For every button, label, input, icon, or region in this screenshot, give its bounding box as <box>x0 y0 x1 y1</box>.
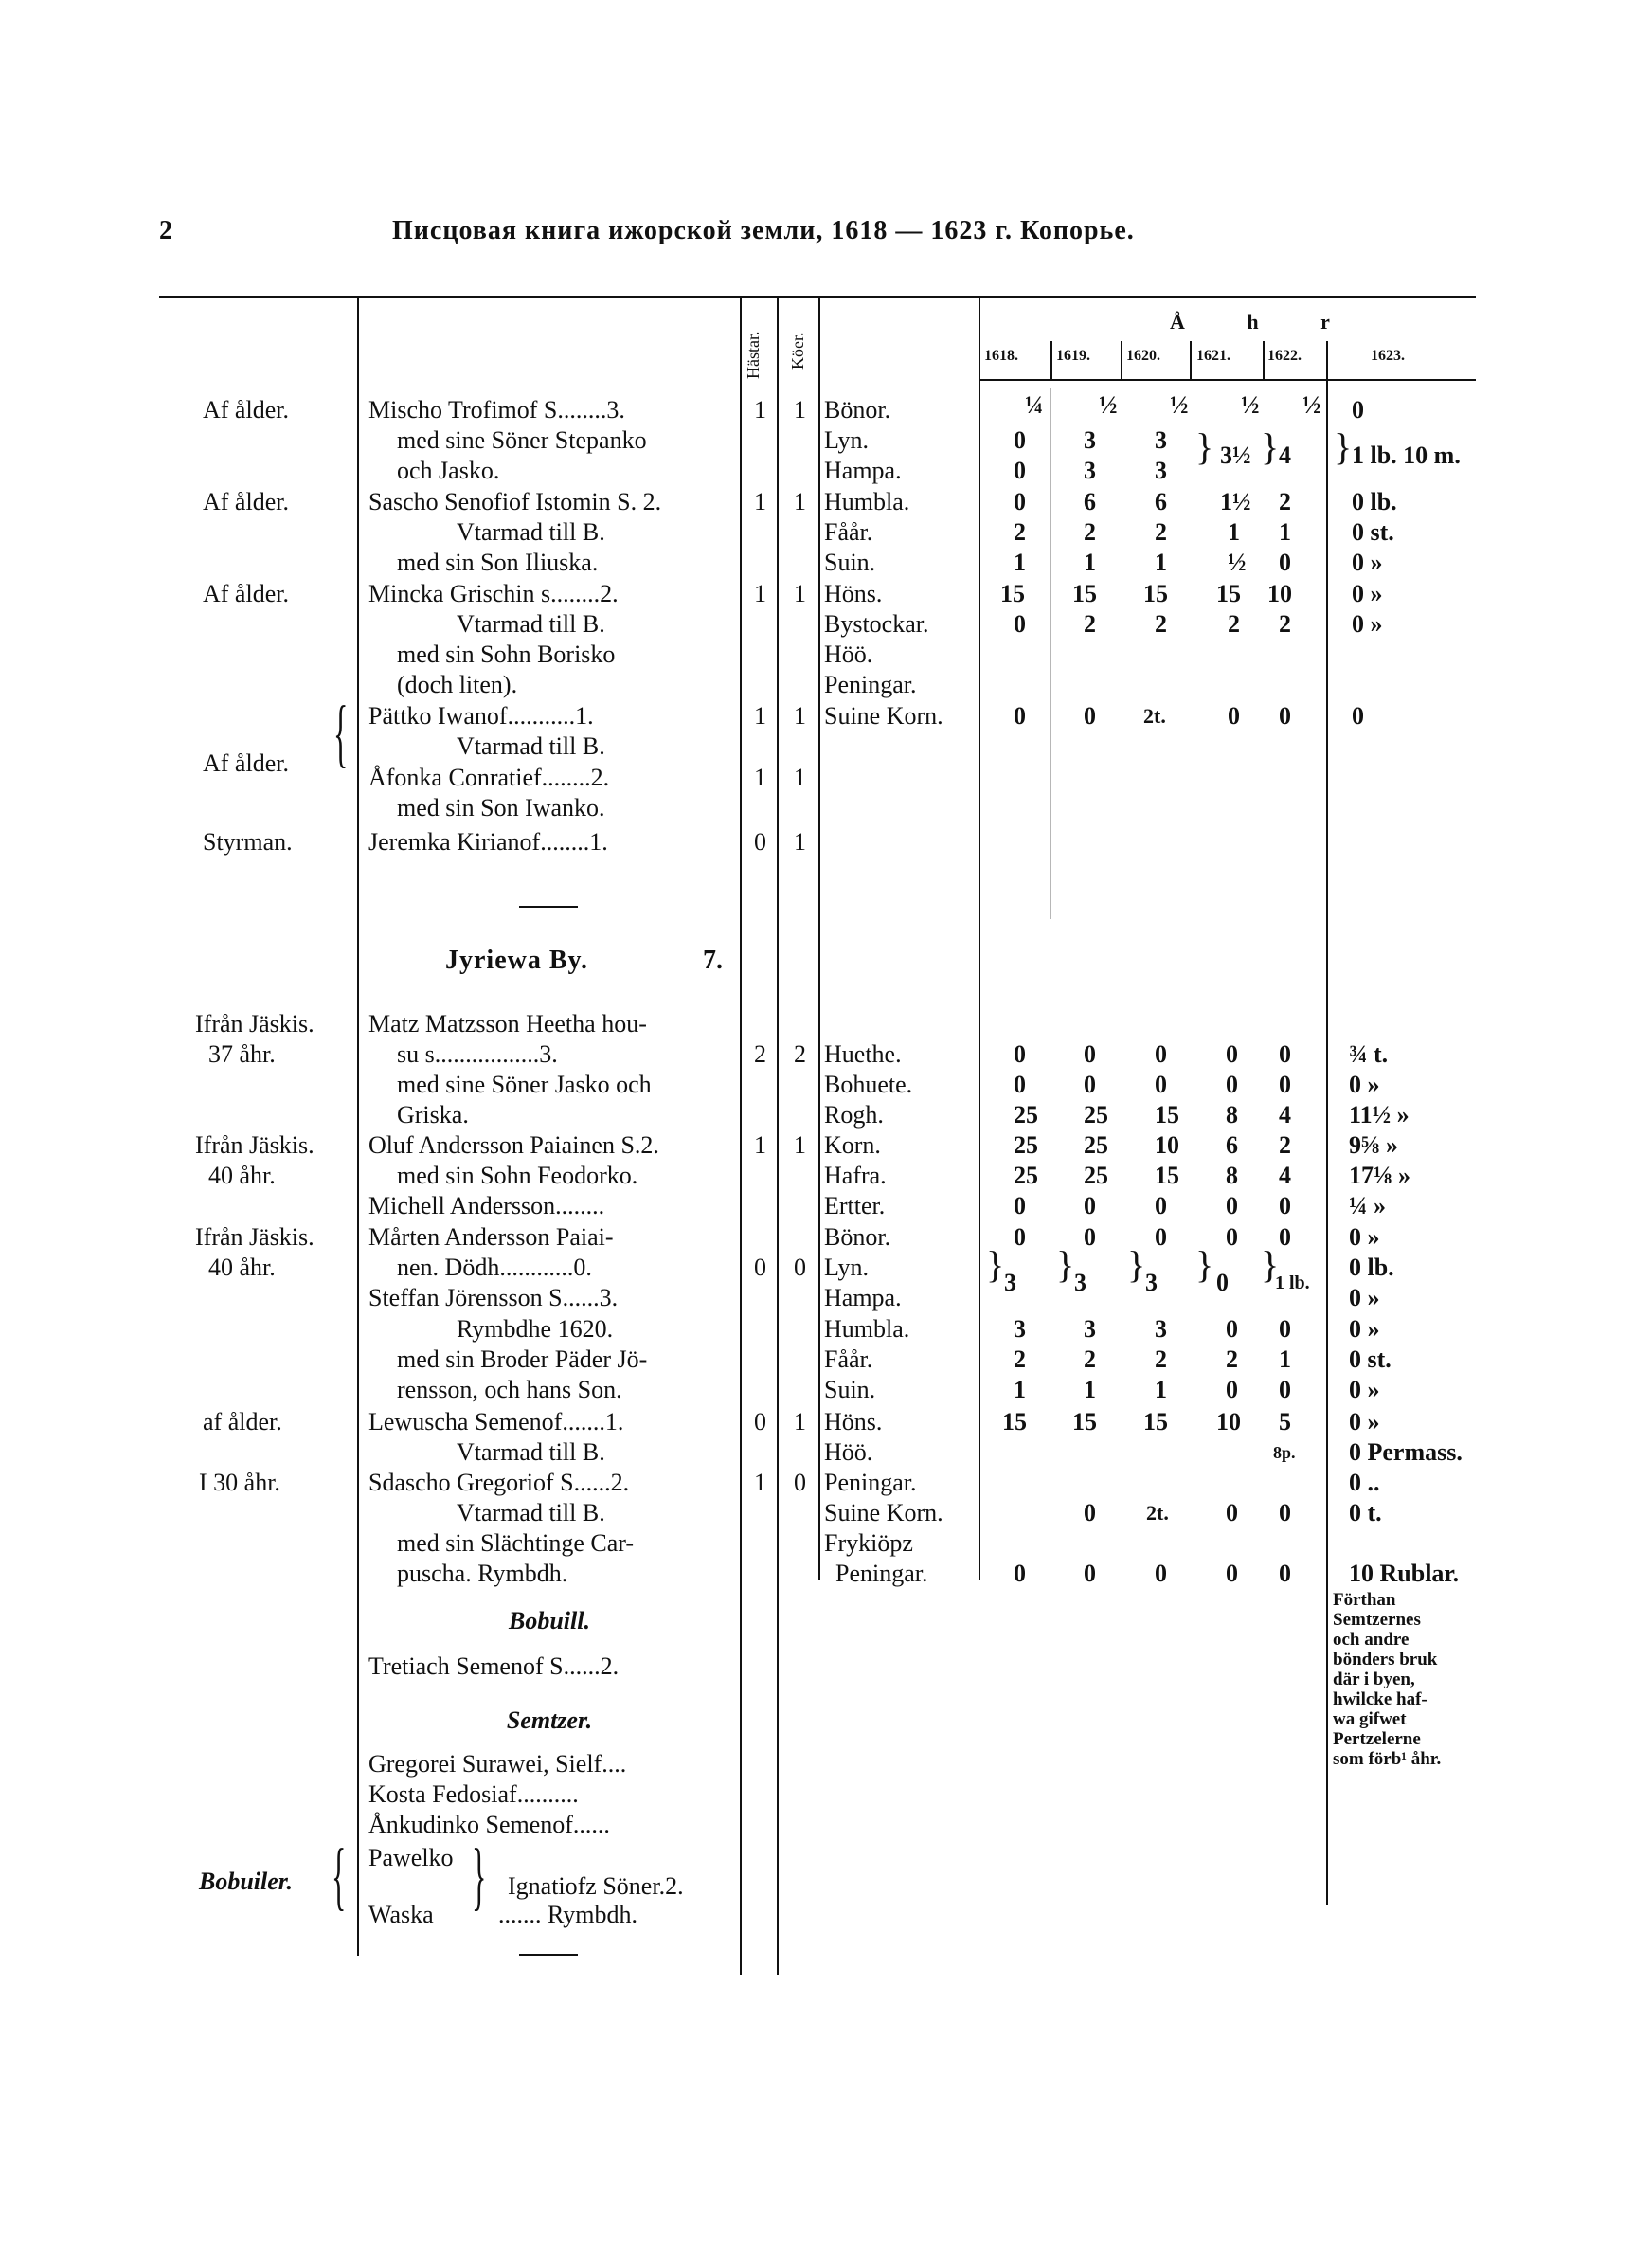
item-label: Ertter. <box>824 1192 886 1219</box>
status: af ålder. <box>203 1408 282 1435</box>
value-1622: ½ <box>1302 391 1321 419</box>
value-1618: 0 <box>1014 1071 1026 1098</box>
hastar-value: 1 <box>754 488 766 515</box>
item-label: Fåår. <box>824 518 873 546</box>
value-1618: 25 <box>1014 1162 1038 1189</box>
value-1623: 0 » <box>1349 1315 1380 1343</box>
value-1622: 0 <box>1279 549 1291 576</box>
value-1621: 0 <box>1226 1560 1238 1587</box>
value-1623: ¼ » <box>1349 1192 1386 1219</box>
person-name: Oluf Andersson Paiainen S.2. <box>368 1131 659 1159</box>
person-name: Gregorei Surawei, Sielf.... <box>368 1750 627 1778</box>
status: 37 åhr. <box>208 1040 276 1068</box>
status: Af ålder. <box>203 749 289 777</box>
value-1622: 0 <box>1279 1499 1291 1526</box>
item-label: Suin. <box>824 1376 876 1403</box>
hastar-value: 0 <box>754 828 766 856</box>
value-1619: 3 <box>1084 1315 1096 1343</box>
value-1622: 0 <box>1279 1040 1291 1068</box>
koer-value: 1 <box>794 764 806 791</box>
brace: } <box>986 1243 1005 1286</box>
value-1618: 2 <box>1014 1345 1026 1373</box>
value-1623: 10 Rublar. <box>1349 1560 1460 1587</box>
value-1618: 15 <box>1002 1408 1027 1435</box>
item-label: Huethe. <box>824 1040 902 1068</box>
brace: } <box>1334 425 1353 468</box>
person-detail: nen. Dödh............0. <box>397 1254 592 1281</box>
value-1621: 10 <box>1216 1408 1241 1435</box>
hastar-header: Hästar. <box>744 331 763 379</box>
vline-1619 <box>1050 341 1052 379</box>
value-1623: 0 » <box>1352 580 1383 607</box>
value-1619: 15 <box>1072 1408 1097 1435</box>
note-line: bönders bruk <box>1333 1650 1438 1670</box>
person-name: Matz Matzsson Heetha hou- <box>368 1010 647 1038</box>
value-1620: 15 <box>1155 1162 1179 1189</box>
value-1622: 0 <box>1279 702 1291 730</box>
hastar-value: 0 <box>754 1254 766 1281</box>
value-1618: 2 <box>1014 518 1026 546</box>
item-label: Peningar. <box>824 1469 917 1496</box>
hastar-value: 2 <box>754 1040 766 1068</box>
koer-header: Köer. <box>788 332 807 370</box>
value-1619: 2 <box>1084 1345 1096 1373</box>
koer-value: 1 <box>794 1408 806 1435</box>
value-1619: 25 <box>1084 1101 1108 1128</box>
note-line: Semtzernes <box>1333 1610 1421 1630</box>
value-1622: 0 <box>1279 1071 1291 1098</box>
person-detail: med sin Son Iwanko. <box>397 794 605 822</box>
value-1619: 15 <box>1072 580 1097 607</box>
value-1623: 0 lb. <box>1349 1254 1394 1281</box>
value-1619: 0 <box>1084 702 1096 730</box>
value-1623: 0 Permass. <box>1349 1438 1463 1466</box>
value-1621: 15 <box>1216 580 1241 607</box>
value-1620: 3 <box>1155 426 1167 454</box>
value-1619: 0 <box>1084 1560 1096 1587</box>
value-1619: 1 <box>1084 1376 1096 1403</box>
value-1621: 2 <box>1226 1345 1238 1373</box>
person-detail: med sine Söner Stepanko <box>397 426 647 454</box>
item-label: Suine Korn. <box>824 1499 943 1526</box>
value-1619: ½ <box>1099 391 1118 419</box>
value-1618: 15 <box>1000 580 1025 607</box>
vline-1619-lower <box>1050 388 1051 919</box>
value-1622: 1 lb. <box>1275 1273 1310 1293</box>
status: Ifrån Jäskis. <box>195 1010 314 1038</box>
vline-1622 <box>1263 341 1265 379</box>
bracket: { <box>332 1834 347 1918</box>
years-underline <box>979 379 1476 381</box>
value-1619: 3 <box>1084 457 1096 484</box>
note-line: Pertzelerne <box>1333 1729 1421 1749</box>
value-1622: 0 <box>1279 1376 1291 1403</box>
value-1621: 3½ <box>1220 442 1251 469</box>
semtzer-heading: Semtzer. <box>506 1706 593 1734</box>
value-1618: 25 <box>1014 1101 1038 1128</box>
bracket: } <box>472 1834 487 1918</box>
hastar-value: 1 <box>754 396 766 424</box>
koer-value: 2 <box>794 1040 806 1068</box>
value-1618: 1 <box>1014 1376 1026 1403</box>
value-1620: 15 <box>1143 580 1168 607</box>
hastar-value: 1 <box>754 702 766 730</box>
value-1621: 0 <box>1226 1071 1238 1098</box>
person-name: Pättko Iwanof...........1. <box>368 702 594 730</box>
koer-value: 1 <box>794 488 806 515</box>
value-1622: 1 <box>1279 518 1291 546</box>
value-1621: 1½ <box>1220 488 1251 515</box>
note-line: där i byen, <box>1333 1670 1415 1689</box>
brace: } <box>1127 1243 1146 1286</box>
value-1621: 1 <box>1228 518 1240 546</box>
note-block <box>1333 1590 1441 1769</box>
value-1622: 4 <box>1279 1101 1291 1128</box>
person-name: Ånkudinko Semenof...... <box>368 1811 610 1838</box>
koer-value: 1 <box>794 580 806 607</box>
person-name: Jeremka Kirianof........1. <box>368 828 608 856</box>
page-header <box>159 216 1485 254</box>
value-1622: 4 <box>1279 442 1291 469</box>
person-detail: Vtarmad till B. <box>457 518 605 546</box>
person-name: Mincka Grischin s........2. <box>368 580 619 607</box>
person-detail: och Jasko. <box>397 457 500 484</box>
value-1622: 2 <box>1279 488 1291 515</box>
value-1620: 6 <box>1155 488 1167 515</box>
status: Af ålder. <box>203 488 289 515</box>
value-1620: 2 <box>1155 1345 1167 1373</box>
value-1622: 2 <box>1279 1131 1291 1159</box>
value-1621: 0 <box>1228 702 1240 730</box>
value-1622: 4 <box>1279 1162 1291 1189</box>
koer-value: 0 <box>794 1254 806 1281</box>
value-1620: 3 <box>1145 1269 1158 1296</box>
item-label: Lyn. <box>824 426 869 454</box>
person-detail: puscha. Rymbdh. <box>397 1560 568 1587</box>
status: Bobuiler. <box>199 1868 293 1895</box>
hastar-value: 1 <box>754 1131 766 1159</box>
value-1618: 0 <box>1014 1223 1026 1251</box>
value-1621: 6 <box>1226 1131 1238 1159</box>
person-detail: med sine Söner Jasko och <box>397 1071 652 1098</box>
item-label: Höö. <box>824 641 873 668</box>
item-label: Bönor. <box>824 396 891 424</box>
value-1619: 3 <box>1074 1269 1086 1296</box>
value-1619: 2 <box>1084 610 1096 638</box>
value-1622: 0 <box>1279 1315 1291 1343</box>
value-1619: 0 <box>1084 1223 1096 1251</box>
value-1623: 0 st. <box>1352 518 1394 546</box>
value-1619: 25 <box>1084 1162 1108 1189</box>
person-detail: med sin Sohn Feodorko. <box>397 1162 638 1189</box>
value-1619: 25 <box>1084 1131 1108 1159</box>
hastar-value: 1 <box>754 764 766 791</box>
item-label: Höns. <box>824 1408 883 1435</box>
item-label: Rogh. <box>824 1101 884 1128</box>
value-1623: 17⅛ » <box>1349 1162 1410 1189</box>
value-1621: 0 <box>1226 1376 1238 1403</box>
person-detail: Ignatiofz Söner.2. <box>508 1872 684 1900</box>
value-1618: 1 <box>1014 549 1026 576</box>
year-1621: 1621. <box>1196 348 1230 364</box>
value-1620: 15 <box>1143 1408 1168 1435</box>
value-1620: 2t. <box>1143 704 1166 728</box>
value-1619: 1 <box>1084 549 1096 576</box>
value-1622: 5 <box>1279 1408 1291 1435</box>
section-divider <box>519 906 578 908</box>
value-1620: 1 <box>1155 1376 1167 1403</box>
value-1623: ¾ t. <box>1349 1040 1389 1068</box>
value-1618: 0 <box>1014 1040 1026 1068</box>
person-detail: Rymbdhe 1620. <box>457 1315 614 1343</box>
item-label: Peningar. <box>835 1560 928 1587</box>
item-label: Höns. <box>824 580 883 607</box>
vline-1623 <box>1326 341 1328 1905</box>
value-1623: 1 lb. 10 m. <box>1352 442 1461 469</box>
value-1623: 0 <box>1352 702 1364 730</box>
value-1623: 0 » <box>1352 610 1383 638</box>
item-label: Fåår. <box>824 1345 873 1373</box>
value-1620: 2 <box>1155 518 1167 546</box>
person-detail: ....... Rymbdh. <box>498 1901 638 1928</box>
item-label: Hampa. <box>824 1284 902 1311</box>
value-1621: 0 <box>1226 1315 1238 1343</box>
hastar-value: 0 <box>754 1408 766 1435</box>
value-1620: 0 <box>1155 1560 1167 1587</box>
bracket: { <box>333 692 349 775</box>
value-1622: 10 <box>1267 580 1292 607</box>
hastar-value: 1 <box>754 580 766 607</box>
value-1620: 0 <box>1155 1192 1167 1219</box>
value-1623: 0 » <box>1349 1071 1380 1098</box>
value-1621: 8 <box>1226 1162 1238 1189</box>
value-1620: 1 <box>1155 549 1167 576</box>
value-1621: 8 <box>1226 1101 1238 1128</box>
year-1618: 1618. <box>984 348 1018 364</box>
note-line: wa gifwet <box>1333 1709 1407 1729</box>
note-line: som förb¹ åhr. <box>1333 1749 1442 1769</box>
vline-names <box>357 298 359 1956</box>
value-1620: 3 <box>1155 1315 1167 1343</box>
value-1623: 0 t. <box>1349 1499 1382 1526</box>
person-name: Sdascho Gregoriof S......2. <box>368 1469 630 1496</box>
value-1618: 3 <box>1014 1315 1026 1343</box>
value-1620: 2t. <box>1146 1501 1169 1525</box>
item-label: Suine Korn. <box>824 702 943 730</box>
status: Ifrån Jäskis. <box>195 1131 314 1159</box>
note-line: Förthan <box>1333 1590 1396 1610</box>
person-detail: Vtarmad till B. <box>457 732 605 760</box>
value-1618: 0 <box>1014 1560 1026 1587</box>
koer-value: 1 <box>794 1131 806 1159</box>
year-1619: 1619. <box>1056 348 1090 364</box>
value-1618: ¼ <box>1025 391 1044 419</box>
year-1623: 1623. <box>1371 348 1405 364</box>
person-detail: med sin Son Iliuska. <box>397 549 599 576</box>
item-label: Lyn. <box>824 1254 869 1281</box>
value-1623: 0 » <box>1349 1284 1380 1311</box>
value-1621: ½ <box>1241 391 1260 419</box>
note-line: och andre <box>1333 1630 1410 1650</box>
status: 40 åhr. <box>208 1162 276 1189</box>
value-1621: 0 <box>1216 1269 1229 1296</box>
value-1621: 0 <box>1226 1192 1238 1219</box>
item-label: Korn. <box>824 1131 881 1159</box>
value-1619: 2 <box>1084 518 1096 546</box>
value-1619: 0 <box>1084 1499 1096 1526</box>
year-1620: 1620. <box>1126 348 1160 364</box>
item-label: Humbla. <box>824 1315 910 1343</box>
value-1619: 3 <box>1084 426 1096 454</box>
value-1623: 0 » <box>1349 1408 1380 1435</box>
value-1620: 3 <box>1155 457 1167 484</box>
ahr-label: Å h r <box>1170 310 1358 334</box>
bottom-divider <box>519 1954 578 1956</box>
note-line: hwilcke haf- <box>1333 1689 1428 1709</box>
person-detail: Griska. <box>397 1101 469 1128</box>
person-name: Åfonka Conratief........2. <box>368 764 610 791</box>
value-1623: 0 lb. <box>1352 488 1397 515</box>
person-detail: rensson, och hans Son. <box>397 1376 622 1403</box>
value-1621: 0 <box>1226 1040 1238 1068</box>
item-label: Suin. <box>824 549 876 576</box>
brace: } <box>1261 1243 1280 1286</box>
page-number: 2 <box>159 216 172 245</box>
brace: } <box>1056 1243 1075 1286</box>
person-detail: med sin Slächtinge Car- <box>397 1529 635 1557</box>
value-1621: ½ <box>1228 549 1247 576</box>
value-1622: 0 <box>1279 1192 1291 1219</box>
status: I 30 åhr. <box>199 1469 280 1496</box>
value-1618: 25 <box>1014 1131 1038 1159</box>
person-detail: su s.................3. <box>397 1040 558 1068</box>
value-1618: 0 <box>1014 488 1026 515</box>
koer-value: 1 <box>794 702 806 730</box>
item-label: Humbla. <box>824 488 910 515</box>
value-1620: 10 <box>1155 1131 1179 1159</box>
value-1622: 8p. <box>1273 1443 1296 1462</box>
value-1623: 0 st. <box>1349 1345 1392 1373</box>
value-1622: 2 <box>1279 610 1291 638</box>
village-count: 7. <box>703 946 723 975</box>
hastar-value: 1 <box>754 1469 766 1496</box>
item-label: Bystockar. <box>824 610 929 638</box>
person-name: Tretiach Semenof S......2. <box>368 1652 620 1680</box>
person-name: Pawelko <box>368 1844 454 1871</box>
value-1619: 0 <box>1084 1192 1096 1219</box>
item-label: Hampa. <box>824 457 902 484</box>
value-1619: 0 <box>1084 1040 1096 1068</box>
person-name: Kosta Fedosiaf.......... <box>368 1780 579 1808</box>
value-1621: 2 <box>1228 610 1240 638</box>
person-name: Sascho Senofiof Istomin S. 2. <box>368 488 662 515</box>
person-name: Michell Andersson........ <box>368 1192 605 1219</box>
person-detail: (doch liten). <box>397 671 518 698</box>
item-label: Peningar. <box>824 671 917 698</box>
vline-1618 <box>979 298 980 1580</box>
vline-1620 <box>1121 341 1122 379</box>
value-1622: 0 <box>1279 1223 1291 1251</box>
value-1620: 0 <box>1155 1071 1167 1098</box>
status: Styrman. <box>203 828 293 856</box>
value-1620: 2 <box>1155 610 1167 638</box>
value-1618: 0 <box>1014 610 1026 638</box>
person-detail: med sin Sohn Borisko <box>397 641 616 668</box>
item-label: Höö. <box>824 1438 873 1466</box>
koer-value: 1 <box>794 396 806 424</box>
item-label: Frykiöpz <box>824 1529 913 1557</box>
item-label: Hafra. <box>824 1162 887 1189</box>
brace: } <box>1195 1243 1214 1286</box>
brace: } <box>1195 425 1214 468</box>
vline-koer <box>777 298 779 1975</box>
koer-value: 1 <box>794 828 806 856</box>
village-title: Jyriewa By. <box>445 946 588 975</box>
item-label: Bönor. <box>824 1223 891 1251</box>
value-1621: 0 <box>1226 1223 1238 1251</box>
value-1619: 0 <box>1084 1071 1096 1098</box>
status: Ifrån Jäskis. <box>195 1223 314 1251</box>
value-1618: 0 <box>1014 702 1026 730</box>
value-1622: 1 <box>1279 1345 1291 1373</box>
person-name: Lewuscha Semenof.......1. <box>368 1408 624 1435</box>
person-detail: Vtarmad till B. <box>457 1499 605 1526</box>
bobuill-heading: Bobuill. <box>509 1607 590 1634</box>
value-1623: 0 » <box>1352 549 1383 576</box>
value-1623: 0 » <box>1349 1223 1380 1251</box>
value-1620: ½ <box>1170 391 1189 419</box>
vline-hastar <box>740 298 742 1975</box>
person-detail: Vtarmad till B. <box>457 1438 605 1466</box>
person-detail: med sin Broder Päder Jö- <box>397 1345 648 1373</box>
person-name: Mårten Andersson Paiai- <box>368 1223 614 1251</box>
value-1623: 0 .. <box>1349 1469 1380 1496</box>
item-label: Bohuete. <box>824 1071 913 1098</box>
value-1620: 15 <box>1155 1101 1179 1128</box>
value-1622: 0 <box>1279 1560 1291 1587</box>
koer-value: 0 <box>794 1469 806 1496</box>
value-1618: 0 <box>1014 457 1026 484</box>
value-1618: 0 <box>1014 1192 1026 1219</box>
page-title: Писцовая книга ижорской земли, 1618 — 1623 г. Копорье. <box>392 216 1135 245</box>
value-1623: 0 <box>1352 396 1364 424</box>
status: 40 åhr. <box>208 1254 276 1281</box>
value-1623: 0 » <box>1349 1376 1380 1403</box>
status: Af ålder. <box>203 396 289 424</box>
person-name: Mischo Trofimof S........3. <box>368 396 625 424</box>
value-1620: 0 <box>1155 1040 1167 1068</box>
value-1618: 0 <box>1014 426 1026 454</box>
value-1623: 11½ » <box>1349 1101 1410 1128</box>
value-1619: 6 <box>1084 488 1096 515</box>
brace: } <box>1261 425 1280 468</box>
value-1618: 3 <box>1004 1269 1016 1296</box>
value-1621: 0 <box>1226 1499 1238 1526</box>
vline-items <box>818 298 820 1580</box>
person-name: Waska <box>368 1901 434 1928</box>
value-1623: 9⅝ » <box>1349 1131 1398 1159</box>
year-1622: 1622. <box>1267 348 1302 364</box>
vline-1621 <box>1190 341 1192 379</box>
person-name: Steffan Jörensson S......3. <box>368 1284 619 1311</box>
value-1620: 0 <box>1155 1223 1167 1251</box>
status: Af ålder. <box>203 580 289 607</box>
person-detail: Vtarmad till B. <box>457 610 605 638</box>
